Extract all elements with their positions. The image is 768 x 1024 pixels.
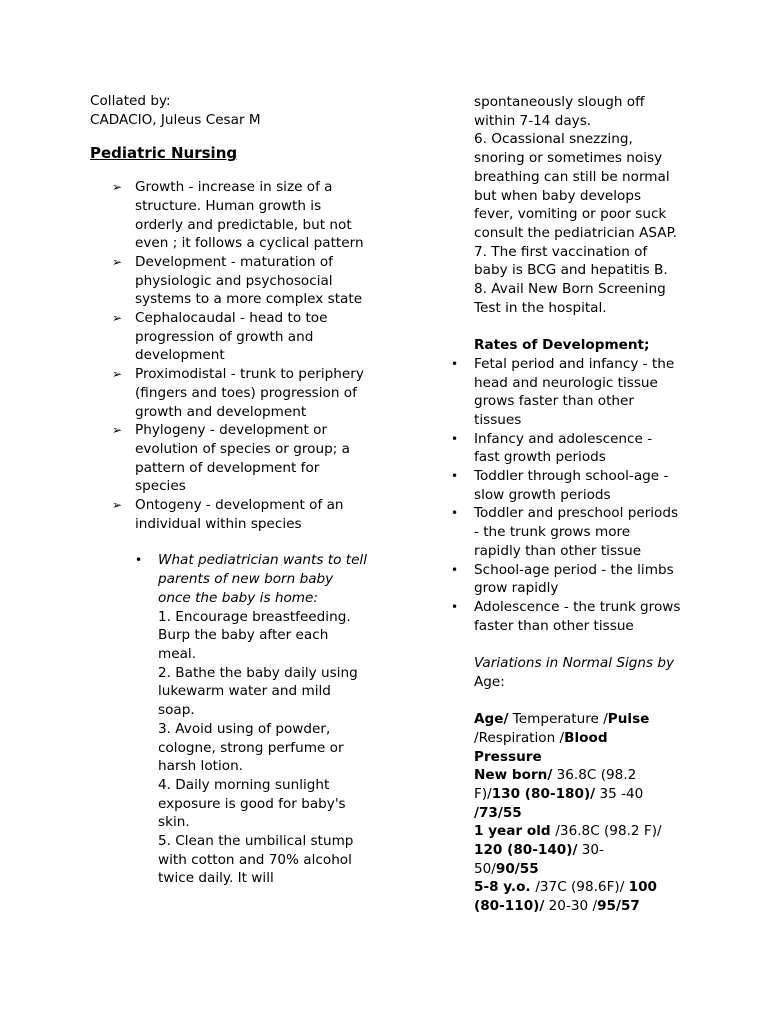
advice-line: exposure is good for baby's [158,795,346,812]
rates-item [451,504,689,560]
vitals-5to8-resp: 20-30 / [544,898,598,915]
advice-line: meal. [158,645,197,662]
rates-line: tissues [474,411,522,428]
vitals-newborn-line [474,766,689,785]
variations-heading-tail: Age: [474,673,505,690]
vitals-5to8-line [474,897,689,916]
vitals-1yr-age: 1 year old [474,823,556,840]
advice-line: lukewarm water and mild [158,683,331,700]
vitals-1yr-line [474,822,689,841]
vitals-newborn-resp: 35 -40 [595,785,644,802]
vitals-1yr-resp: 30- [577,842,604,859]
rates-line: slow growth periods [474,486,611,503]
advice-line: cologne, strong perfume or [158,739,344,756]
advice-line: twice daily. It will [158,870,274,887]
definition-line: even ; it follows a cyclical pattern [135,235,364,252]
definition-line: pattern of development for [135,459,320,476]
vitals-header-bp-cont: Pressure [474,748,542,765]
author-name: CADACIO, Juleus Cesar M [90,111,261,128]
rates-item [451,430,689,467]
definition-line: Development - maturation of [135,253,333,270]
definition-line: species [135,478,186,495]
definition-line: progression of growth and [135,328,314,345]
bullet-dot-icon: • [451,356,459,371]
right-column [451,93,689,916]
vitals-newborn-line [474,785,689,804]
definition-line: evolution of species or group; a [135,440,350,457]
definition-line: (fingers and toes) progression of [135,384,357,401]
definition-phylogeny [90,421,380,496]
collated-label: Collated by: [90,93,171,109]
rates-line: Toddler through school-age - [474,468,669,485]
rates-line: fast growth periods [474,449,606,466]
bullet-dot-icon: • [135,553,143,568]
vitals-header-pulse: Pulse [607,711,650,728]
arrow-bullet-icon: ➢ [112,311,123,326]
vitals-1yr-temp: /36.8C (98.2 F)/ [555,823,662,840]
vitals-5to8-bp: 95/57 [597,898,640,915]
advice-heading-line: What pediatrician wants to tell [158,552,367,569]
definition-ontogeny [90,496,380,533]
advice-line: snoring or sometimes noisy [474,150,663,167]
vitals-1yr-pulse: 120 (80-140)/ [474,842,578,859]
definition-line: Phylogeny - development or [135,422,328,439]
rates-line: Infancy and adolescence - [474,430,653,447]
advice-line: 3. Avoid using of powder, [158,720,331,737]
bullet-dot-icon: • [451,469,459,484]
rates-line: Toddler and preschool periods [474,505,679,522]
rates-line: grows faster than other [474,393,634,410]
left-column [90,92,380,888]
arrow-bullet-icon: ➢ [112,367,123,382]
vitals-header-temp: Temperature / [508,711,608,728]
rates-line: School-age period - the limbs [474,561,674,578]
advice-line: 8. Avail New Born Screening [474,281,666,298]
vitals-5to8-line [474,878,689,897]
definition-line: growth and development [135,403,307,420]
definition-growth [90,178,380,253]
advice-line: harsh lotion. [158,758,244,775]
advice-line: soap. [158,702,195,719]
vitals-5to8-age: 5-8 y.o. [474,879,536,896]
rates-line: head and neurologic tissue [474,374,658,391]
definition-line: individual within species [135,515,302,532]
arrow-bullet-icon: ➢ [112,180,123,195]
advice-line: 2. Bathe the baby daily using [158,664,358,681]
variations-heading [474,654,689,673]
advice-heading-line: once the baby is home: [158,589,318,606]
definition-line: development [135,347,225,364]
vitals-header-line [474,710,689,729]
rates-line: - the trunk grows more [474,524,631,541]
vitals-newborn-temp: 36.8C (98.2 [552,767,637,784]
vitals-header-line [474,729,689,748]
advice-line: baby is BCG and hepatitis B. [474,262,668,279]
definition-development [90,253,380,309]
advice-line: consult the pediatrician ASAP. [474,224,677,241]
rates-item [451,467,689,504]
vitals-1yr-line [474,841,689,860]
rates-line: rapidly than other tissue [474,542,642,559]
arrow-bullet-icon: ➢ [112,254,123,269]
advice-line: 4. Daily morning sunlight [158,776,330,793]
definition-line: systems to a more complex state [135,291,363,308]
arrow-bullet-icon: ➢ [112,423,123,438]
advice-line: fever, vomiting or poor suck [474,206,667,223]
definition-line: physiologic and psychosocial [135,272,333,289]
definition-cephalocaudal [90,309,380,365]
advice-line: spontaneously slough off [474,94,645,110]
advice-line: 6. Ocassional snezzing, [474,131,633,148]
advice-line: Test in the hospital. [474,299,607,316]
newborn-advice [135,551,380,888]
rates-line: grow rapidly [474,580,559,597]
definitions-list [90,178,380,533]
advice-line: 5. Clean the umbilical stump [158,833,354,850]
vitals-newborn-age: New born/ [474,767,553,784]
definition-line: Cephalocaudal - head to toe [135,310,328,327]
rates-line: Adolescence - the trunk grows [474,598,681,615]
vitals-1yr-resp-cont: 50/ [474,860,496,877]
advice-line: 1. Encourage breastfeeding. [158,608,351,625]
variations-heading-text: Variations in Normal Signs by [474,655,675,672]
definition-line: Growth - increase in size of a [135,179,333,196]
vitals-header-resp: /Respiration / [474,729,565,746]
definition-line: Proximodistal - trunk to periphery [135,366,364,383]
rates-list [451,355,689,636]
definition-proximodistal [90,365,380,421]
vitals-header-age: Age/ [474,711,509,728]
definition-line: structure. Human growth is [135,197,322,214]
advice-line: within 7-14 days. [474,112,592,129]
bullet-dot-icon: • [451,431,459,446]
advice-line: with cotton and 70% alcohol [158,851,352,868]
vitals-header-bp: Blood [564,729,608,746]
advice-line: but when baby develops [474,187,642,204]
arrow-bullet-icon: ➢ [112,498,123,513]
advice-heading-line: parents of new born baby [158,571,334,588]
definition-line: Ontogeny - development of an [135,497,344,514]
definition-line: orderly and predictable, but not [135,216,352,233]
vitals-5to8-temp: /37C (98.6F)/ [535,879,629,896]
bullet-dot-icon: • [451,599,459,614]
page-title: Pediatric Nursing [90,144,238,163]
bullet-dot-icon: • [451,506,459,521]
vitals-5to8-pulse-cont: (80-110)/ [474,898,545,915]
advice-line: Burp the baby after each [158,627,329,644]
vitals-1yr-line [474,860,689,879]
vitals-newborn-temp-cont: F)/ [474,785,492,802]
advice-line: breathing can still be normal [474,168,670,185]
advice-line: 7. The first vaccination of [474,243,648,260]
bullet-dot-icon: • [451,562,459,577]
advice-line: skin. [158,814,190,831]
rates-line: Fetal period and infancy - the [474,355,675,372]
vitals-newborn-pulse: 130 (80-180)/ [491,785,596,802]
rates-heading: Rates of Development; [474,337,650,354]
vitals-5to8-pulse: 100 [628,879,657,896]
rates-item [451,598,689,635]
rates-item [451,561,689,598]
vitals-newborn-bp: /73/55 [474,804,522,821]
vitals-1yr-bp: 90/55 [495,860,539,877]
rates-line: faster than other tissue [474,617,634,634]
rates-item [451,355,689,430]
